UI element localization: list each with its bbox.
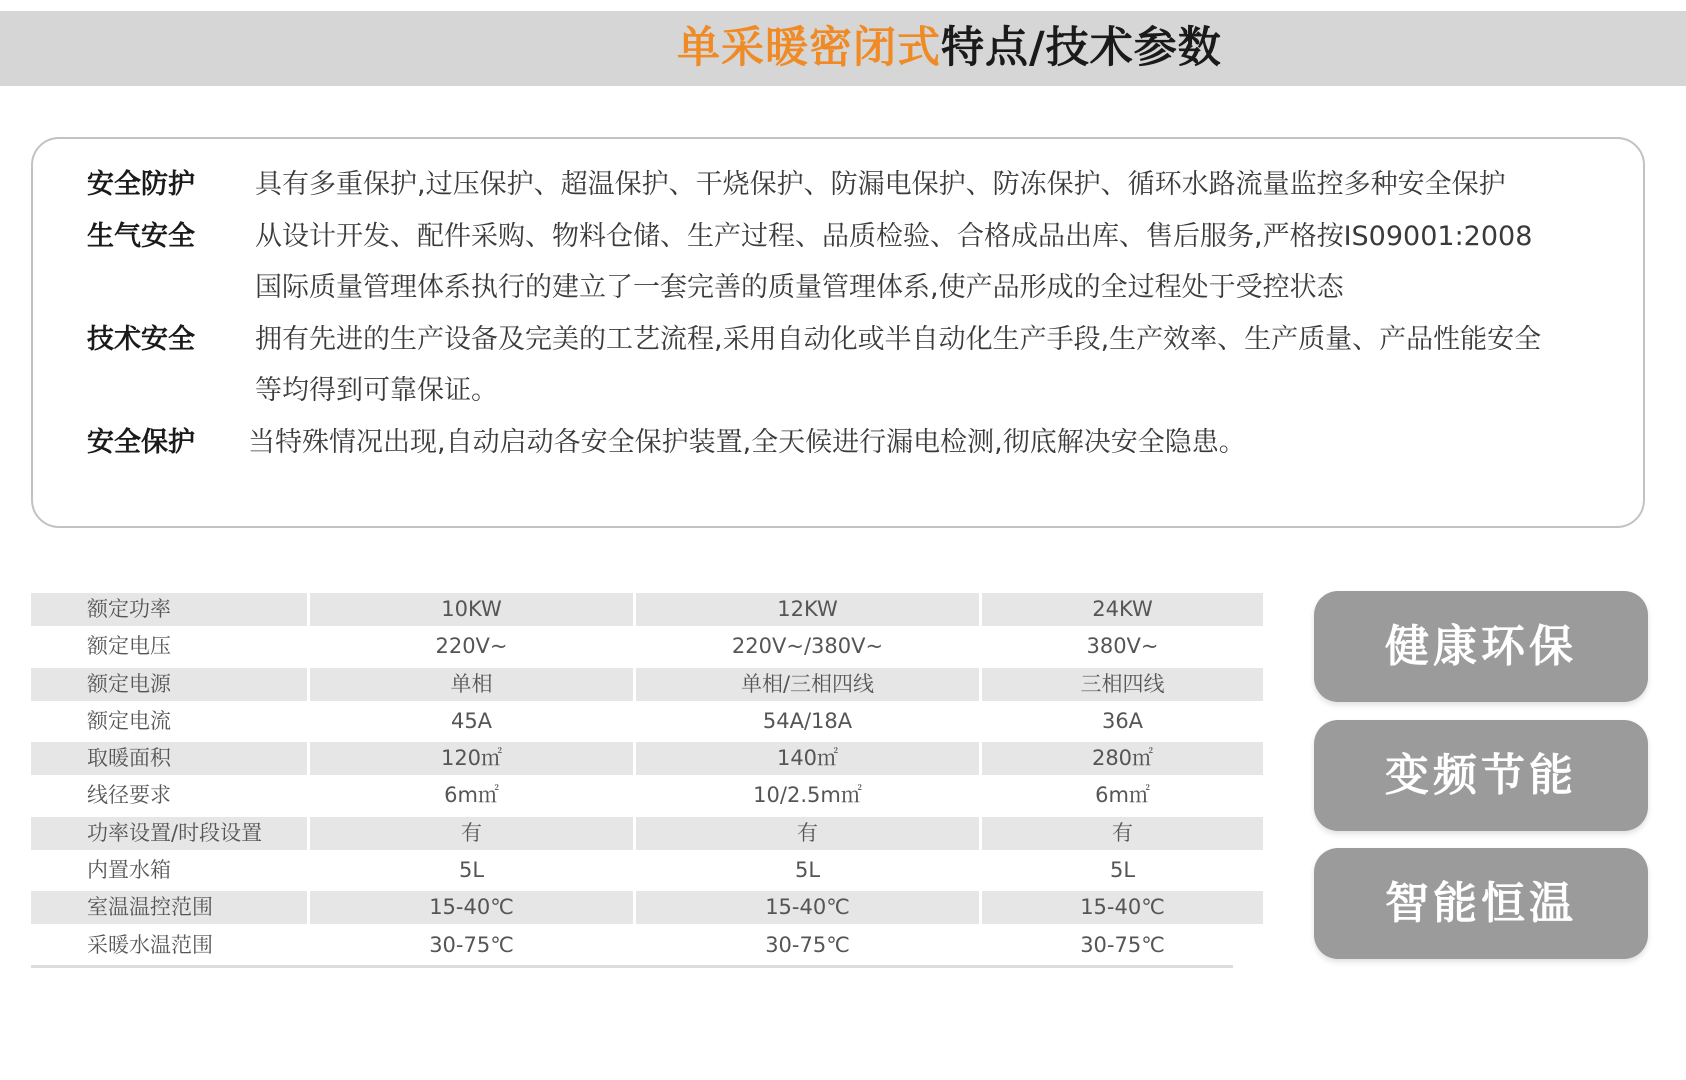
feature-text: 具有多重保护,过压保护、超温保护、干烧保护、防漏电保护、防冻保护、循环水路流量监控多种安全保护 bbox=[255, 169, 1506, 200]
badge-constant-temperature: 智能恒温 bbox=[1314, 848, 1648, 959]
cell-12kw: 30-75℃ bbox=[765, 932, 850, 957]
feature-text: 拥有先进的生产设备及完美的工艺流程,采用自动化或半自动化生产手段,生产效率、生产质量、产品性能安全 bbox=[255, 324, 1542, 355]
table-row bbox=[31, 628, 1233, 665]
cell-24kw: 15-40℃ bbox=[982, 891, 1263, 924]
row-label: 线径要求 bbox=[87, 783, 171, 808]
table-row bbox=[31, 852, 1233, 889]
cell-10kw: 有 bbox=[310, 817, 633, 850]
row-label: 采暖水温范围 bbox=[87, 932, 213, 957]
cell-10kw: 30-75℃ bbox=[429, 932, 514, 957]
cell-10kw: 120㎡ bbox=[310, 742, 633, 775]
cell-10kw: 15-40℃ bbox=[310, 891, 633, 924]
feature-label: 技术安全 bbox=[87, 324, 195, 355]
table-row bbox=[31, 815, 1233, 852]
row-label: 室温温控范围 bbox=[31, 891, 307, 924]
cell-12kw: 15-40℃ bbox=[636, 891, 979, 924]
spec-table bbox=[31, 591, 1233, 964]
table-row bbox=[31, 740, 1233, 777]
cell-10kw: 220V~ bbox=[435, 634, 508, 659]
cell-12kw: 10/2.5m㎡ bbox=[753, 783, 862, 808]
cell-24kw: 6m㎡ bbox=[1095, 783, 1150, 808]
cell-24kw: 280㎡ bbox=[982, 742, 1263, 775]
cell-24kw: 5L bbox=[1109, 858, 1136, 883]
table-row bbox=[31, 591, 1233, 628]
feature-text: 当特殊情况出现,自动启动各安全保护装置,全天候进行漏电检测,彻底解决安全隐患。 bbox=[248, 427, 1246, 458]
cell-24kw: 有 bbox=[982, 817, 1263, 850]
feature-text: 等均得到可靠保证。 bbox=[255, 375, 498, 406]
cell-12kw: 220V~/380V~ bbox=[731, 634, 884, 659]
cell-12kw: 5L bbox=[794, 858, 821, 883]
cell-10kw: 单相 bbox=[310, 668, 633, 701]
features-panel bbox=[31, 137, 1645, 528]
badge-eco-friendly: 健康环保 bbox=[1314, 591, 1648, 702]
row-label: 额定功率 bbox=[31, 593, 307, 626]
table-row bbox=[31, 927, 1233, 964]
row-label: 取暖面积 bbox=[31, 742, 307, 775]
cell-10kw: 10KW bbox=[310, 593, 633, 626]
cell-12kw: 140㎡ bbox=[636, 742, 979, 775]
table-row bbox=[31, 703, 1233, 740]
row-label: 额定电压 bbox=[87, 634, 171, 659]
cell-12kw: 54A/18A bbox=[762, 708, 853, 733]
page-title-main: 特点/技术参数 bbox=[941, 23, 1222, 73]
feature-text: 从设计开发、配件采购、物料仓储、生产过程、品质检验、合格成品出库、售后服务,严格按IS09001:2008 bbox=[255, 221, 1533, 252]
table-row bbox=[31, 777, 1233, 814]
cell-24kw: 三相四线 bbox=[982, 668, 1263, 701]
cell-24kw: 24KW bbox=[982, 593, 1263, 626]
row-label: 功率设置/时段设置 bbox=[31, 817, 307, 850]
cell-24kw: 36A bbox=[1101, 708, 1144, 733]
cell-10kw: 45A bbox=[450, 708, 493, 733]
feature-label: 安全保护 bbox=[87, 427, 195, 458]
row-label: 额定电源 bbox=[31, 668, 307, 701]
table-row bbox=[31, 889, 1233, 926]
feature-label: 安全防护 bbox=[87, 169, 195, 200]
page-title-accent: 单采暖密闭式 bbox=[677, 23, 941, 73]
cell-12kw: 单相/三相四线 bbox=[636, 668, 979, 701]
cell-10kw: 5L bbox=[458, 858, 485, 883]
table-divider bbox=[31, 965, 1233, 968]
cell-12kw: 有 bbox=[636, 817, 979, 850]
row-label: 内置水箱 bbox=[87, 858, 171, 883]
cell-10kw: 6m㎡ bbox=[444, 783, 499, 808]
page-title bbox=[677, 18, 1222, 78]
badge-energy-saving: 变频节能 bbox=[1314, 720, 1648, 831]
feature-text: 国际质量管理体系执行的建立了一套完善的质量管理体系,使产品形成的全过程处于受控状态 bbox=[255, 272, 1344, 303]
cell-12kw: 12KW bbox=[636, 593, 979, 626]
cell-24kw: 30-75℃ bbox=[1080, 932, 1165, 957]
feature-label: 生气安全 bbox=[87, 221, 195, 252]
row-label: 额定电流 bbox=[87, 708, 171, 733]
table-row bbox=[31, 666, 1233, 703]
cell-24kw: 380V~ bbox=[1086, 634, 1159, 659]
